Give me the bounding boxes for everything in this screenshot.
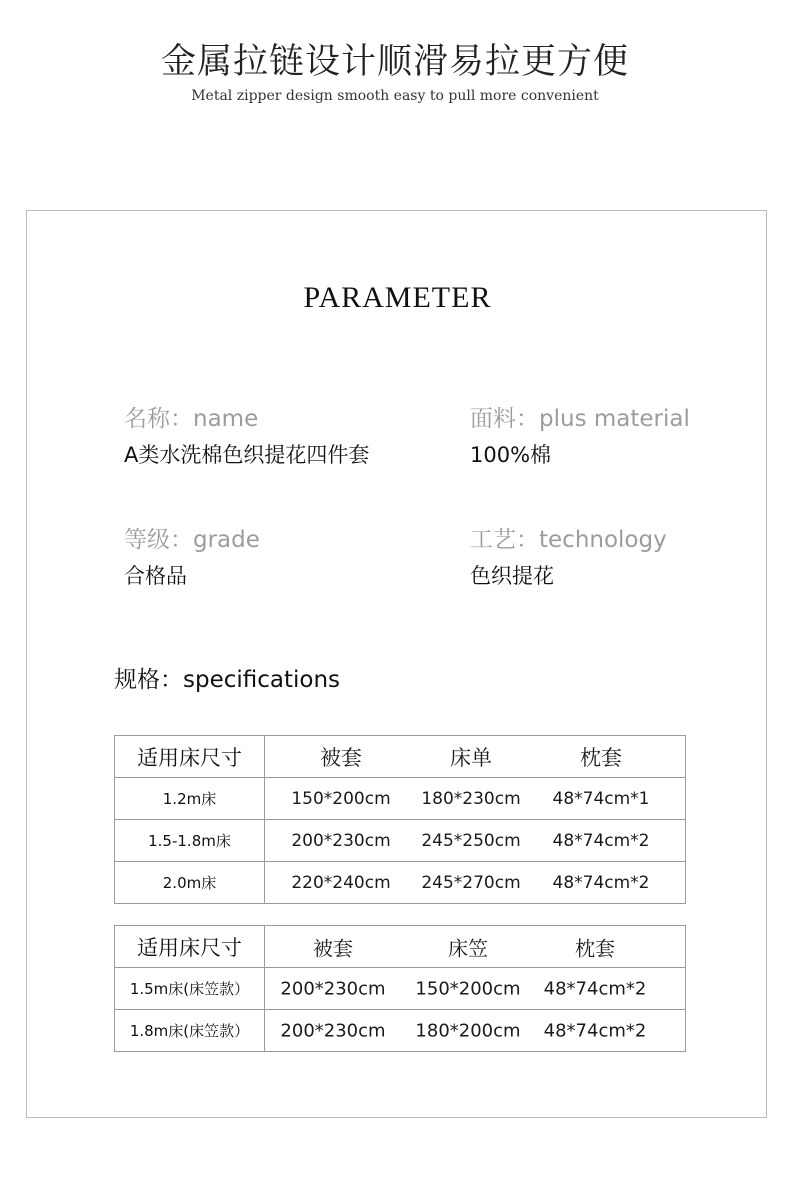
spec-table-2 <box>114 925 686 1052</box>
spec-table-1 <box>114 735 686 904</box>
material-value: 100%棉 <box>470 443 552 467</box>
name-label: 名称：name <box>124 406 259 432</box>
grade-label: 等级：grade <box>124 527 260 553</box>
cell-bed-size: 1.2m床 <box>115 778 265 820</box>
header-pillowcase: 枕套 <box>575 936 615 960</box>
cell-pillowcase: 48*74cm*2 <box>543 978 647 999</box>
table-row <box>115 968 686 1010</box>
technology-value: 色织提花 <box>470 564 554 588</box>
cell-duvet: 220*240cm <box>291 872 391 893</box>
header-duvet: 被套 <box>313 936 353 960</box>
page-title: 金属拉链设计顺滑易拉更方便 <box>160 42 629 82</box>
table-row <box>115 820 686 862</box>
cell-bed-size: 1.8m床(床笠款） <box>115 1010 265 1052</box>
header-sheet: 床单 <box>450 745 492 770</box>
header-bed-size: 适用床尺寸 <box>115 736 265 778</box>
specifications-label: 规格：specifications <box>114 667 341 693</box>
cell-pillowcase: 48*74cm*1 <box>552 788 650 809</box>
grade-value: 合格品 <box>124 564 187 588</box>
page-subtitle: Metal zipper design smooth easy to pull more convenient <box>191 88 599 104</box>
technology-field <box>470 521 667 590</box>
cell-duvet: 200*230cm <box>280 1020 386 1041</box>
cell-duvet: 150*200cm <box>291 788 391 809</box>
cell-sheet: 180*230cm <box>421 788 521 809</box>
header-duvet: 被套 <box>320 745 362 770</box>
header-pillowcase: 枕套 <box>580 745 622 770</box>
table-header-row <box>115 736 686 778</box>
cell-pillowcase: 48*74cm*2 <box>552 872 650 893</box>
cell-pillowcase: 48*74cm*2 <box>552 830 650 851</box>
header-fitted-sheet: 床笠 <box>448 936 488 960</box>
cell-pillowcase: 48*74cm*2 <box>543 1020 647 1041</box>
cell-duvet: 200*230cm <box>280 978 386 999</box>
material-field <box>470 400 690 469</box>
cell-bed-size: 1.5-1.8m床 <box>115 820 265 862</box>
table-header-row <box>115 926 686 968</box>
cell-fitted-sheet: 180*200cm <box>415 1020 521 1041</box>
cell-duvet: 200*230cm <box>291 830 391 851</box>
table-row <box>115 1010 686 1052</box>
cell-bed-size: 1.5m床(床笠款） <box>115 968 265 1010</box>
header-bed-size: 适用床尺寸 <box>115 926 265 968</box>
grade-field <box>124 521 260 590</box>
name-value: A类水洗棉色织提花四件套 <box>124 443 370 467</box>
parameter-card <box>26 210 767 1118</box>
material-label: 面料：plus material <box>470 406 690 432</box>
technology-label: 工艺：technology <box>470 527 667 553</box>
name-field <box>124 400 369 469</box>
cell-fitted-sheet: 150*200cm <box>415 978 521 999</box>
cell-sheet: 245*270cm <box>421 872 521 893</box>
parameter-heading: PARAMETER <box>303 281 492 314</box>
cell-sheet: 245*250cm <box>421 830 521 851</box>
cell-bed-size: 2.0m床 <box>115 862 265 904</box>
table-row <box>115 862 686 904</box>
table-row <box>115 778 686 820</box>
